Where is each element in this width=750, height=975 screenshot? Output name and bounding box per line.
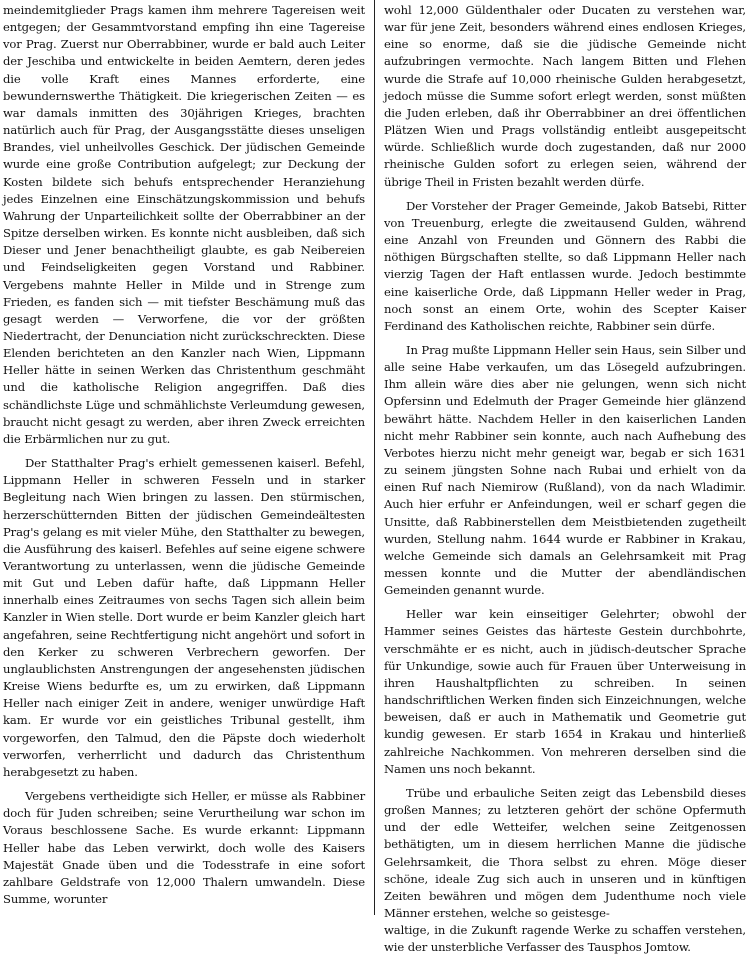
left-column bbox=[3, 2, 365, 908]
paragraph: Vergebens vertheidigte sich Heller, er müsse als Rabbiner doch für Juden schreiben; seine Verurtheilung war schon im Voraus beschlossene Sache. Es wurde erkannt: Lippmann Heller habe das Leben verwirkt, doch wolle des Kaisers Majestät Gnade üben und die Todesstrafe in eine sofort zahlbare Geldstrafe von 12,000 Thalern umwandeln. Diese Summe, worunter bbox=[3, 789, 365, 906]
column-divider bbox=[374, 0, 375, 915]
paragraph: waltige, in die Zukunft ragende Werke zu schaffen verstehen, wie der unsterbliche Verfasser des Tausphos Jomtow. bbox=[384, 923, 746, 955]
right-column bbox=[384, 2, 746, 922]
paragraph: Der Vorsteher der Prager Gemeinde, Jakob Batsebi, Ritter von Treuenburg, erlegte die zweitausend Gulden, während eine Anzahl von Freunden und Gönnern des Rabbi die nöthigen Bürgschaften stellte, so daß Lippmann Heller nach vierzig Tagen der Haft entlassen wurde. Jedoch bestimmte eine kaiserliche Orde, daß Lippmann Heller weder in Prag, noch sonst an einem Orte, wohin des Scepter Kaiser Ferdinand des Katholischen reichte, Rabbiner sein dürfe. bbox=[384, 198, 746, 333]
paragraph: In Prag mußte Lippmann Heller sein Haus, sein Silber und alle seine Habe verkaufen, um das Lösegeld aufzubringen. Ihm allein wäre dies aber nie gelungen, wenn sich nicht Opfersinn und Edelmuth der Prager Gemeinde hier glänzend bewährt hätte. Nachdem Heller in den kaiserlichen Landen nicht mehr Rabbiner sein konnte, auch nach Aufhebung des Verbotes hierzu nicht mehr geneigt war, begab er sich 1631 zu seinem jüngsten Sohne nach Rubai und erhielt von da einen Ruf nach Niemirow (Rußland), von da nach Wladimir. Auch hier erfuhr er Anfeindungen, weil er scharf gegen die Unsitte, daß Rabbinerstellen dem Meistbietenden zugetheilt wurden, Stellung nahm. 1644 wurde er Rabbiner in Krakau, welche Gemeinde sich damals an Gelehrsamkeit mit Prag messen konnte und die Mutter der abendländischen Gemeinden genannt wurde. bbox=[384, 342, 746, 598]
paragraph: Heller war kein einseitiger Gelehrter; obwohl der Hammer seines Geistes das härteste Gestein durchbohrte, verschmähte er es nicht, auch in jüdisch-deutscher Sprache für Unkundige, sowie auch für Frauen über Unterweisung in ihren Haushaltpflichten zu schreiben. In seinen handschriftlichen Werken finden sich Einzeichnungen, welche beweisen, daß er auch in Mathematik und Geometrie gut kundig gewesen. Er starb 1654 in Krakau und hinterließ zahlreiche Nachkommen. Von mehreren derselben sind die Namen uns noch bekannt. bbox=[384, 607, 746, 776]
paragraph: wohl 12,000 Güldenthaler oder Ducaten zu verstehen war, war für jene Zeit, besonders während eines endlosen Krieges, eine so enorme, daß sie die jüdische Gemeinde nicht aufzubringen vermochte. Nach langem Bitten und Flehen wurde die Strafe auf 10,000 rheinische Gulden herabgesetzt, jedoch müsse die Summe sofort erlegt werden, sonst müßten die Juden erleben, daß ihr Oberrabbiner an drei öffentlichen Plätzen Wien und Prags vollständig entleibt ausgepeitscht würde. Schließlich wurde doch zugestanden, daß nur 2000 rheinische Gulden sofort zu erlegen seien, während der übrige Theil in Fristen bezahlt werden dürfe. bbox=[384, 3, 746, 189]
paragraph: meindemitglieder Prags kamen ihm mehrere Tagereisen weit entgegen; der Gesammtvorstand empfing ihn eine Tagereise vor Prag. Zuerst nur Oberrabbiner, wurde er bald auch Leiter der Jeschiba und entwickelte in beiden Aemtern, deren jedes die volle Kraft eines Mannes erforderte, eine bewundernswerthe Thätigkeit. Die kriegerischen Zeiten — es war damals inmitten des 30jährigen Krieges, brachten natürlich auch für Prag, der Ausgangsstätte dieses unseligen Brandes, viel unheilvolles Geschick. Der jüdischen Gemeinde wurde eine große Contribution aufgelegt; zur Deckung der Kosten bildete sich behufs entsprechender Heranziehung jedes Einzelnen eine Einschätzungskommission und behufs Wahrung der Unparteilichkeit sollte der Oberrabbiner an der Spitze derselben wirken. Es konnte nicht ausbleiben, daß sich Dieser und Jener benachtheiligt glaubte, es gab Neibereien und Feindseligkeiten gegen Vorstand und Rabbiner. Vergebens mahnte Heller in Milde und in Strenge zum Frieden, es fanden sich — mit tiefster Beschämung muß das gesagt werden — Verworfene, die vor der größten Niedertracht, der Denunciation nicht zurückschreckten. Diese Elenden berichteten an den Kanzler nach Wien, Lippmann Heller hätte in seinen Werken das Christenthum geschmäht und die katholische Religion angegriffen. Daß dies schändlichste Lüge und schmählichste Verleumdung gewesen, braucht nicht gesagt zu werden, aber ihren Zweck erreichten die Erbärmlichen nur zu gut. bbox=[3, 3, 365, 446]
article-ending bbox=[384, 922, 746, 956]
paragraph: Der Statthalter Prag's erhielt gemessenen kaiserl. Befehl, Lippmann Heller in schweren Fesseln und in starker Begleitung nach Wien bringen zu lassen. Den stürmischen, herzerschütternden Bitten der jüdischen Gemeindeältesten Prag's gelang es mit vieler Mühe, den Statthalter zu bewegen, die Ausführung des kaiserl. Befehles auf seine eigene schwere Verantwortung zu unterlassen, wenn die jüdische Gemeinde mit Gut und Leben dafür hafte, daß Lippmann Heller innerhalb eines Zeitraumes von sechs Tagen sich allein beim Kanzler in Wien stelle. Dort wurde er beim Kanzler gleich hart angefahren, seine Rechtfertigung nicht angehört und sofort in den Kerker zu schweren Verbrechern geworfen. Der unglaublichsten Anstrengungen der angesehensten jüdischen Kreise Wiens bedurfte es, um zu erwirken, daß Lippmann Heller nach einiger Zeit in andere, weniger unwürdige Haft kam. Er wurde vor ein geistliches Tribunal gestellt, ihm vorgeworfen, den Talmud, den die Päpste doch wiederholt verworfen, verherrlicht und dadurch das Christenthum herabgesetzt zu haben. bbox=[3, 456, 365, 779]
paragraph: Trübe und erbauliche Seiten zeigt das Lebensbild dieses großen Mannes; zu letzteren gehört der schöne Opfermuth und der edle Wetteifer, welchen seine Zeitgenossen bethätigten, um in diesem herrlichen Manne die jüdische Gelehrsamkeit, die Thora selbst zu ehren. Möge dieser schöne, ideale Zug sich auch in unseren und in künftigen Zeiten bewähren und mögen dem Judenthume noch viele Männer erstehen, welche so geistesge- bbox=[384, 785, 746, 920]
